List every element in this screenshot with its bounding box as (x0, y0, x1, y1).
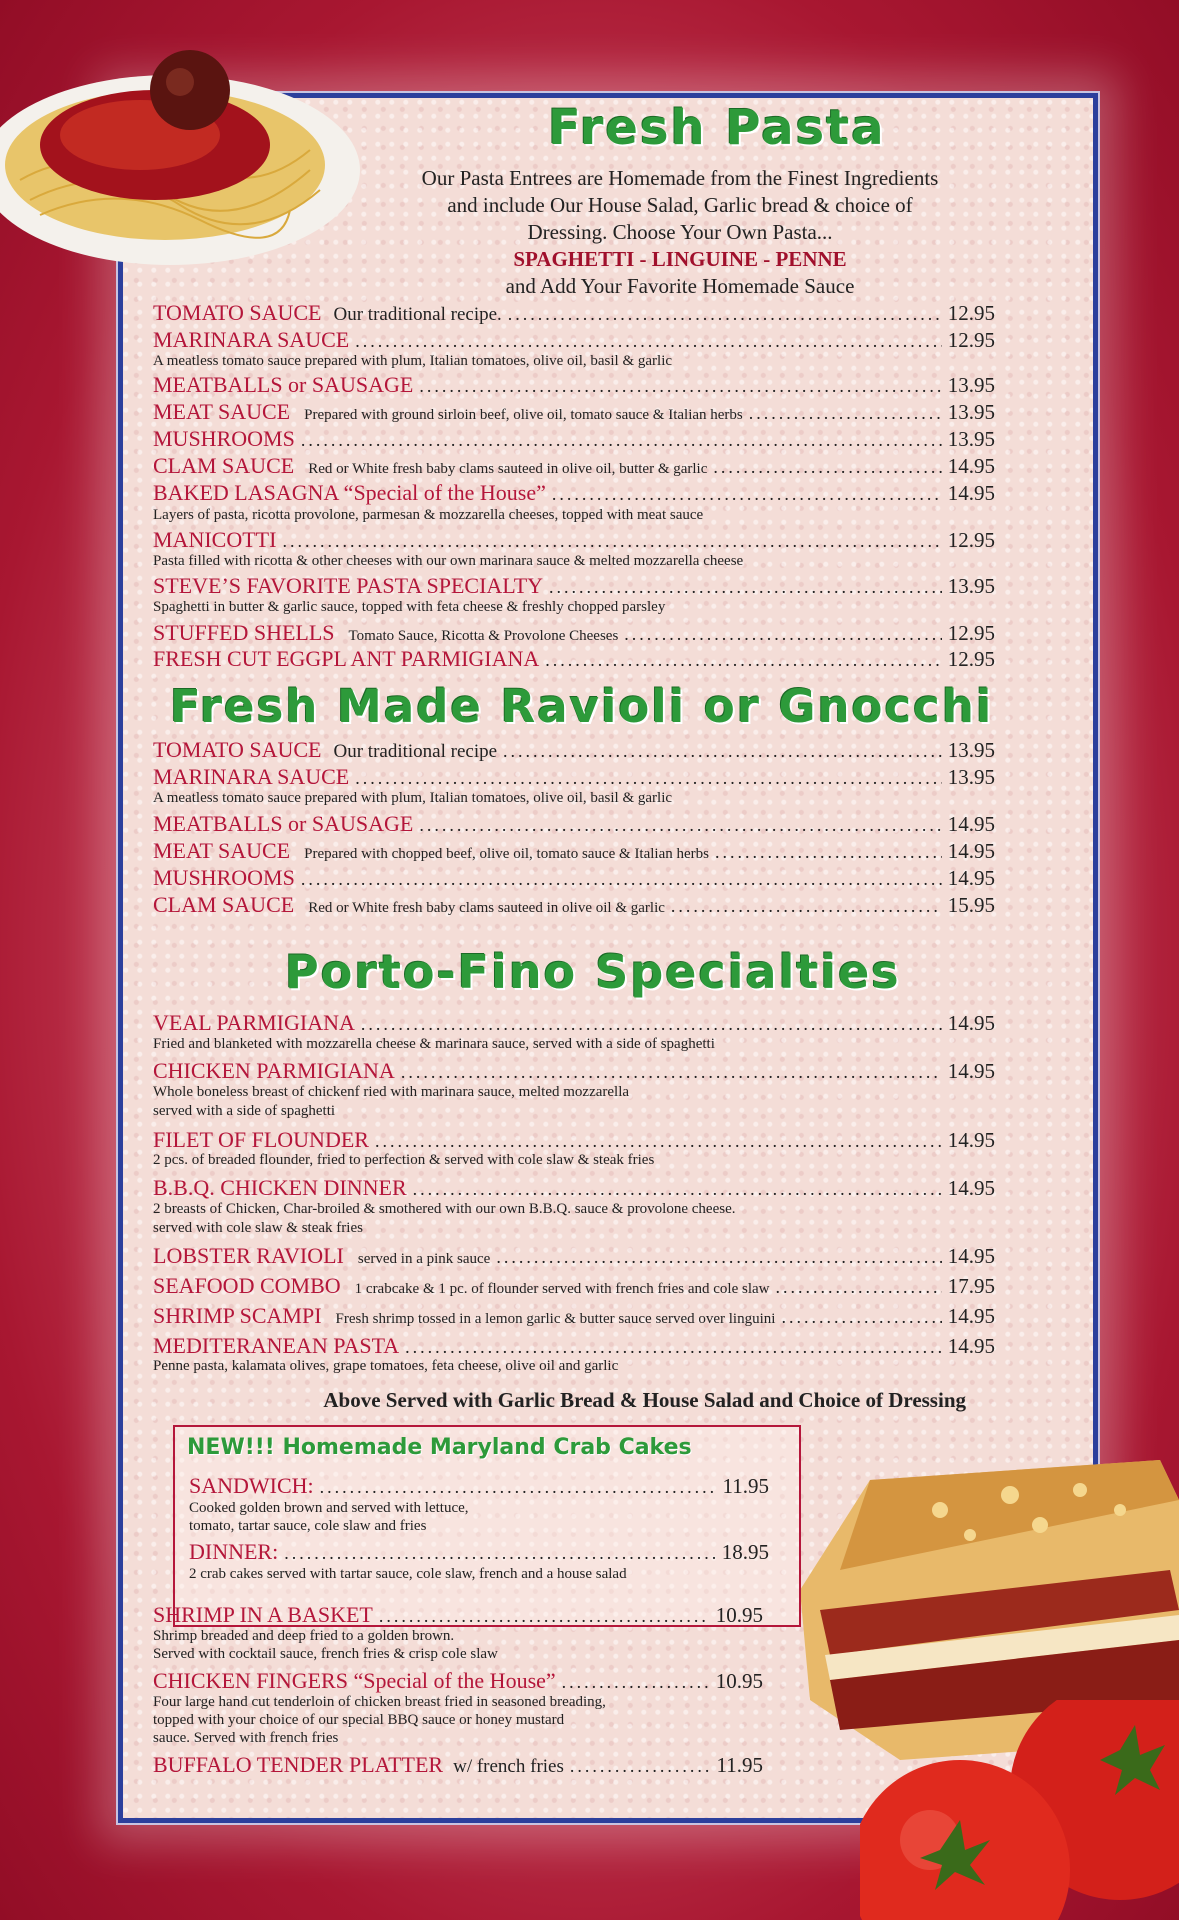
item-description: A meatless tomato sauce prepared with plum, Italian tomatoes, olive oil, basil & garlic (153, 353, 673, 369)
menu-item (189, 1539, 769, 1565)
item-description: Layers of pasta, ricotta provolone, parmesan & mozzarella cheeses, topped with meat sauce (153, 507, 704, 523)
intro-line-5: and Add Your Favorite Homemade Sauce (505, 274, 855, 298)
item-price: 14.95 (947, 1176, 995, 1200)
item-name: MEATBALLS or SAUSAGE (153, 811, 414, 836)
menu-item (153, 453, 995, 479)
item-name: SHRIMP IN A BASKET (153, 1602, 373, 1627)
menu-item (153, 838, 995, 864)
item-price: 12.95 (947, 621, 995, 645)
menu-item (153, 1752, 763, 1778)
menu-item (153, 865, 995, 891)
item-price: 14.95 (947, 839, 995, 863)
item-name: B.B.Q. CHICKEN DINNER (153, 1175, 407, 1200)
item-name: SHRIMP SCAMPI (153, 1303, 322, 1328)
item-name: MUSHROOMS (153, 426, 295, 451)
menu-item (153, 646, 995, 672)
item-price: 14.95 (947, 454, 995, 478)
menu-item (153, 892, 995, 918)
item-price: 14.95 (947, 1059, 995, 1083)
item-price: 10.95 (715, 1669, 763, 1693)
item-name: CLAM SAUCE (153, 892, 295, 917)
item-description: Shrimp breaded and deep fried to a golden brown. (153, 1628, 455, 1644)
item-name: TOMATO SAUCE (153, 300, 322, 325)
item-price: 14.95 (947, 1128, 995, 1152)
menu-item (153, 737, 995, 763)
item-desc: Fresh shrimp tossed in a lemon garlic & butter sauce served over linguini (335, 1311, 776, 1327)
menu-item (153, 764, 995, 790)
item-name: VEAL PARMIGIANA (153, 1010, 355, 1035)
item-name: FRESH CUT EGGPL ANT PARMIGIANA (153, 646, 540, 671)
item-desc: Tomato Sauce, Ricotta & Provolone Cheeses (348, 628, 619, 644)
item-description-3: sauce. Served with french fries (153, 1730, 339, 1746)
item-description: 2 pcs. of breaded flounder, fried to perfection & served with cole slaw & steak fries (153, 1152, 655, 1168)
menu-item (153, 1175, 995, 1201)
item-name: LOBSTER RAVIOLI (153, 1243, 344, 1268)
menu-item (153, 573, 995, 599)
item-name: MEAT SAUCE (153, 399, 291, 424)
menu-item (153, 399, 995, 425)
item-description: Fried and blanketed with mozzarella cheese & marinara sauce, served with a side of spaghetti (153, 1036, 715, 1052)
item-price: 14.95 (947, 1011, 995, 1035)
pasta-intro (400, 165, 960, 300)
item-name: STEVE’S FAVORITE PASTA SPECIALTY (153, 573, 544, 598)
item-name: CHICKEN FINGERS “Special of the House” (153, 1668, 556, 1693)
item-name: FILET OF FLOUNDER (153, 1127, 369, 1152)
menu-item (153, 480, 995, 506)
intro-line-3: Dressing. Choose Your Own Pasta... (527, 220, 833, 244)
item-price: 14.95 (947, 1334, 995, 1358)
pasta-types: SPAGHETTI - LINGUINE - PENNE (513, 247, 847, 271)
item-description-2: topped with your choice of our special BBQ sauce or honey mustard (153, 1712, 565, 1728)
item-name: MANICOTTI (153, 527, 277, 552)
item-description: Whole boneless breast of chickenf ried with marinara sauce, melted mozzarella (153, 1084, 630, 1100)
item-name: CLAM SAUCE (153, 453, 295, 478)
item-desc: Red or White fresh baby clams sauteed in olive oil & garlic (308, 900, 665, 916)
item-name: SEAFOOD COMBO (153, 1273, 341, 1298)
served-with-note: Above Served with Garlic Bread & House Salad and Choice of Dressing (323, 1388, 966, 1412)
item-price: 12.95 (947, 328, 995, 352)
item-price: 11.95 (716, 1753, 763, 1777)
item-description-2: Served with cocktail sauce, french fries & crisp cole slaw (153, 1646, 498, 1662)
menu-item (189, 1473, 769, 1499)
item-name: MUSHROOMS (153, 865, 295, 890)
item-description: 2 breasts of Chicken, Char-broiled & smothered with our own B.B.Q. sauce & provolone cheese. (153, 1201, 736, 1217)
item-price: 12.95 (947, 647, 995, 671)
item-name: MEAT SAUCE (153, 838, 291, 863)
item-description: Four large hand cut tenderloin of chicken breast fried in seasoned breading, (153, 1694, 606, 1710)
item-desc: w/ french fries (453, 1756, 564, 1777)
item-price: 18.95 (721, 1540, 769, 1564)
item-description-2: served with a side of spaghetti (153, 1103, 336, 1119)
item-name: TOMATO SAUCE (153, 737, 322, 762)
item-price: 12.95 (947, 528, 995, 552)
menu-item (153, 620, 995, 646)
item-price: 13.95 (947, 738, 995, 762)
item-description-2: served with cole slaw & steak fries (153, 1220, 363, 1236)
item-description: 2 crab cakes served with tartar sauce, cole slaw, french and a house salad (189, 1566, 627, 1582)
menu-item (153, 1127, 995, 1153)
item-price: 13.95 (947, 765, 995, 789)
menu-item (153, 1602, 763, 1628)
item-price: 13.95 (947, 373, 995, 397)
menu-item (153, 1333, 995, 1359)
item-desc: Our traditional recipe (333, 741, 498, 762)
item-description: Spaghetti in butter & garlic sauce, topped with feta cheese & freshly chopped parsley (153, 599, 666, 615)
item-desc: Prepared with chopped beef, olive oil, tomato sauce & Italian herbs (304, 846, 709, 862)
item-price: 14.95 (947, 1304, 995, 1328)
item-desc: Our traditional recipe. (333, 304, 502, 325)
menu-item (153, 300, 995, 326)
item-price: 10.95 (715, 1603, 763, 1627)
intro-line-1: Our Pasta Entrees are Homemade from the Finest Ingredients (421, 166, 939, 190)
item-price: 11.95 (722, 1474, 769, 1498)
item-name: BAKED LASAGNA “Special of the House” (153, 480, 546, 505)
menu-item (153, 426, 995, 452)
item-price: 13.95 (947, 400, 995, 424)
item-price: 15.95 (947, 893, 995, 917)
item-price: 12.95 (947, 301, 995, 325)
item-desc: 1 crabcake & 1 pc. of flounder served with french fries and cole slaw (354, 1281, 770, 1297)
spaghetti-image (0, 20, 390, 270)
item-name: STUFFED SHELLS (153, 620, 335, 645)
menu-item (153, 1010, 995, 1036)
item-name: CHICKEN PARMIGIANA (153, 1058, 395, 1083)
item-name: MARINARA SAUCE (153, 327, 350, 352)
menu-item (153, 527, 995, 553)
item-price: 13.95 (947, 427, 995, 451)
fresh-pasta-title: Fresh Pasta (548, 100, 886, 156)
item-description: A meatless tomato sauce prepared with plum, Italian tomatoes, olive oil, basil & garlic (153, 790, 673, 806)
menu-item (153, 811, 995, 837)
menu-item (153, 327, 995, 353)
item-name: MARINARA SAUCE (153, 764, 350, 789)
item-description-2: tomato, tartar sauce, cole slaw and fries (189, 1518, 427, 1534)
item-description: Pasta filled with ricotta & other cheeses with our own marinara sauce & melted mozzarella cheese (153, 553, 744, 569)
item-price: 14.95 (947, 1244, 995, 1268)
item-name: DINNER: (189, 1539, 279, 1564)
menu-item (153, 1668, 763, 1694)
menu-item (153, 1273, 995, 1299)
item-desc: Prepared with ground sirloin beef, olive oil, tomato sauce & Italian herbs (304, 407, 743, 423)
item-price: 14.95 (947, 481, 995, 505)
menu-item (153, 1058, 995, 1084)
menu-item (153, 1303, 995, 1329)
item-name: SANDWICH: (189, 1473, 314, 1498)
menu-item (153, 372, 995, 398)
item-description: Cooked golden brown and served with lettuce, (189, 1500, 469, 1516)
item-name: MEDITERANEAN PASTA (153, 1333, 400, 1358)
item-description: Penne pasta, kalamata olives, grape tomatoes, feta cheese, olive oil and garlic (153, 1358, 619, 1374)
item-desc: served in a pink sauce (357, 1251, 491, 1267)
intro-line-2: and include Our House Salad, Garlic bread & choice of (447, 193, 913, 217)
crab-cakes-title: NEW!!! Homemade Maryland Crab Cakes (187, 1435, 692, 1460)
item-name: BUFFALO TENDER PLATTER (153, 1752, 444, 1777)
item-price: 14.95 (947, 866, 995, 890)
item-price: 14.95 (947, 812, 995, 836)
ravioli-title: Fresh Made Ravioli or Gnocchi (170, 680, 994, 733)
item-name: MEATBALLS or SAUSAGE (153, 372, 414, 397)
item-price: 17.95 (947, 1274, 995, 1298)
specialties-title: Porto-Fino Specialties (285, 945, 901, 999)
item-desc: Red or White fresh baby clams sauteed in olive oil, butter & garlic (308, 461, 708, 477)
item-price: 13.95 (947, 574, 995, 598)
crab-cakes-box (173, 1425, 801, 1627)
menu-item (153, 1243, 995, 1269)
